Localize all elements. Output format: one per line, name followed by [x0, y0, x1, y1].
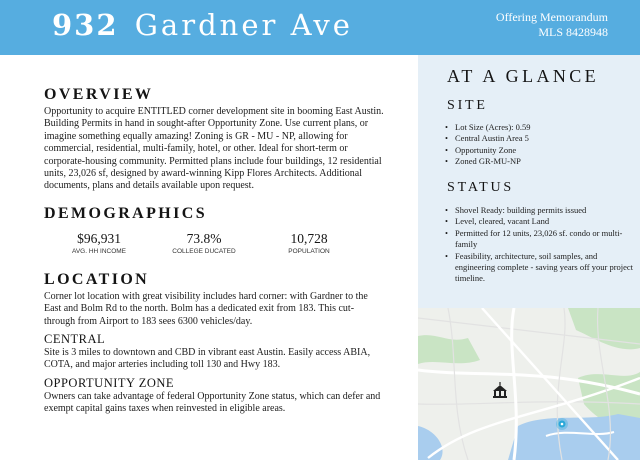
stat-value: 73.8%: [186, 230, 222, 246]
stat-population: [264, 231, 354, 255]
status-item: • Permitted for 12 units, 23,026 sf. condo or multi-family: [444, 228, 634, 251]
status-heading: STATUS: [447, 180, 515, 195]
at-a-glance-heading: AT A GLANCE: [447, 66, 600, 86]
header-banner: [0, 0, 640, 55]
stat-education: [159, 231, 249, 255]
location-map[interactable]: [418, 308, 640, 460]
status-list: [444, 205, 634, 285]
property-address: [52, 8, 353, 42]
address-number: 932: [52, 8, 119, 42]
stat-label: AVG. HH INCOME: [71, 247, 127, 255]
status-item: • Feasibility, architecture, soil samples, and engineering complete - saving years off your project timeline.: [444, 251, 634, 285]
overview-text: Opportunity to acquire ENTITLED corner development site in booming East Austin. Building Permits in hand in sought-after Opportunity Zone. Use current plans, or imagine something equally amazing! Zoning is GR - MU - NP, allowing for commercial, residential, multi-family, hotel, or other. Ideal for short-term or corporate-housing community. Permitted plans include four buildings, 12 residential units, 23,026 sf, designed by award-winning Kipp Flores Architects. Additional documents, plans and details available upon request.: [44, 106, 384, 192]
location-text: Corner lot location with great visibility includes hard corner: with Gardner to the East and Bolm Rd to the north. Bolm has a dedicated exit from 183. This cut-through from Airport to 183 sees 6300 vehicles/day.: [44, 290, 368, 327]
site-item: • Zoned GR-MU-NP: [444, 156, 634, 167]
site-list: [444, 122, 634, 168]
location-pin-icon[interactable]: [556, 418, 568, 430]
demographics-stats: [54, 231, 354, 255]
opportunity-zone-heading: OPPORTUNITY ZONE: [44, 375, 175, 390]
overview-heading: OVERVIEW: [44, 86, 154, 103]
stat-label: POPULATION: [288, 247, 330, 255]
site-item: • Lot Size (Acres): 0.59: [444, 122, 634, 133]
stat-label: COLLEGE DUCATED: [172, 247, 236, 255]
map-canvas: [418, 308, 640, 460]
mls-number: MLS 8428948: [538, 25, 608, 39]
site-heading: SITE: [447, 98, 488, 113]
status-item: • Shovel Ready: building permits issued: [444, 205, 634, 216]
status-item: • Level, cleared, vacant Land: [444, 216, 634, 227]
site-item: • Central Austin Area 5: [444, 133, 634, 144]
site-item: • Opportunity Zone: [444, 145, 634, 156]
opportunity-zone-text: Owners can take advantage of federal Opportunity Zone status, which can defer and exempt capital gains taxes when reinvested in eligible areas.: [44, 390, 381, 415]
stat-value: $96,931: [77, 230, 121, 246]
stat-income: [54, 231, 144, 255]
address-street: Gardner Ave: [134, 8, 353, 42]
document-type: Offering Memorandum: [495, 10, 608, 24]
central-heading: CENTRAL: [44, 332, 106, 347]
location-heading: LOCATION: [44, 270, 150, 288]
demographics-heading: DEMOGRAPHICS: [44, 204, 208, 222]
header-meta: [496, 10, 608, 40]
stat-value: 10,728: [290, 230, 328, 246]
at-a-glance-panel: [418, 55, 640, 308]
main-content: [44, 86, 384, 416]
central-text: Site is 3 miles to downtown and CBD in vibrant east Austin. Easily access ABIA, COTA, and major arteries including toll 130 and Hwy 183.: [44, 347, 371, 371]
